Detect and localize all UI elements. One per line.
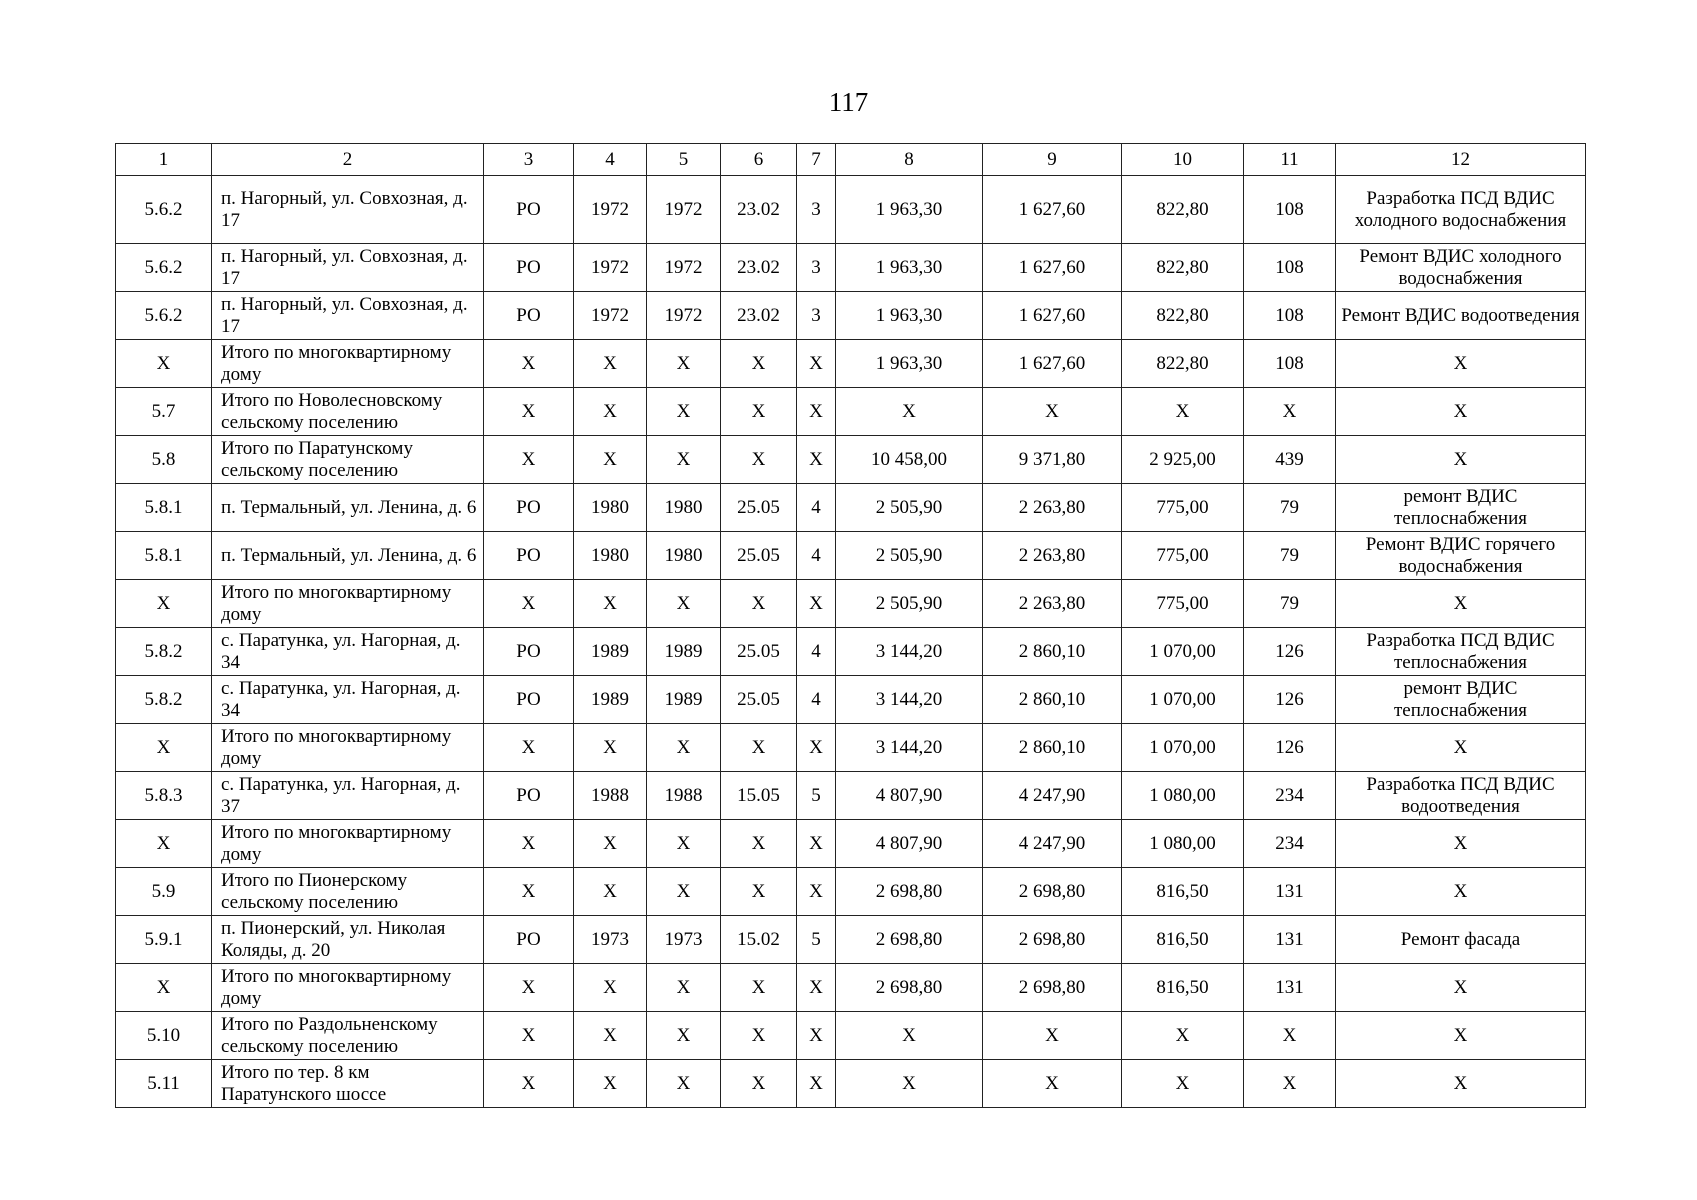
address-cell: п. Термальный, ул. Ленина, д. 6 xyxy=(212,532,484,580)
work-type-cell: Разработка ПСД ВДИС теплоснабжения xyxy=(1336,628,1586,676)
year-built-cell: 1973 xyxy=(574,916,647,964)
year-commissioned-cell: 1980 xyxy=(647,484,721,532)
year-built-cell: 1980 xyxy=(574,532,647,580)
non-living-area-cell: 1 070,00 xyxy=(1122,724,1244,772)
work-type-cell: Ремонт ВДИС водоотведения xyxy=(1336,292,1586,340)
wall-material-cell: 25.05 xyxy=(721,532,797,580)
residents-cell: 126 xyxy=(1244,628,1336,676)
work-type-cell: Х xyxy=(1336,388,1586,436)
owner-type-cell: РО xyxy=(484,628,574,676)
year-built-cell: 1989 xyxy=(574,628,647,676)
column-number-cell: 5 xyxy=(647,144,721,176)
address-cell: Итого по многоквартирному дому xyxy=(212,340,484,388)
table-row xyxy=(116,676,1586,724)
non-living-area-cell: Х xyxy=(1122,388,1244,436)
address-cell: с. Паратунка, ул. Нагорная, д. 34 xyxy=(212,628,484,676)
work-type-cell: Х xyxy=(1336,580,1586,628)
address-cell: п. Нагорный, ул. Совхозная, д. 17 xyxy=(212,176,484,244)
item-number-cell: 5.10 xyxy=(116,1012,212,1060)
total-area-cell: 2 698,80 xyxy=(836,916,983,964)
non-living-area-cell: 822,80 xyxy=(1122,292,1244,340)
year-built-cell: Х xyxy=(574,724,647,772)
living-area-cell: 2 263,80 xyxy=(983,580,1122,628)
work-type-cell: Х xyxy=(1336,724,1586,772)
residents-cell: 439 xyxy=(1244,436,1336,484)
year-commissioned-cell: Х xyxy=(647,340,721,388)
table-row xyxy=(116,1012,1586,1060)
non-living-area-cell: 775,00 xyxy=(1122,580,1244,628)
total-area-cell: 2 698,80 xyxy=(836,868,983,916)
column-number-cell: 2 xyxy=(212,144,484,176)
column-number-cell: 4 xyxy=(574,144,647,176)
floors-cell: Х xyxy=(797,436,836,484)
year-built-cell: 1972 xyxy=(574,292,647,340)
total-area-cell: 3 144,20 xyxy=(836,628,983,676)
year-built-cell: Х xyxy=(574,580,647,628)
living-area-cell: 2 698,80 xyxy=(983,868,1122,916)
wall-material-cell: 23.02 xyxy=(721,292,797,340)
total-area-cell: 10 458,00 xyxy=(836,436,983,484)
year-built-cell: Х xyxy=(574,820,647,868)
non-living-area-cell: 1 070,00 xyxy=(1122,676,1244,724)
year-built-cell: Х xyxy=(574,964,647,1012)
item-number-cell: 5.6.2 xyxy=(116,244,212,292)
address-cell: Итого по многоквартирному дому xyxy=(212,724,484,772)
year-commissioned-cell: Х xyxy=(647,724,721,772)
year-commissioned-cell: 1988 xyxy=(647,772,721,820)
table-row xyxy=(116,292,1586,340)
column-number-cell: 9 xyxy=(983,144,1122,176)
address-cell: Итого по тер. 8 км Паратунского шоссе xyxy=(212,1060,484,1108)
non-living-area-cell: Х xyxy=(1122,1012,1244,1060)
year-commissioned-cell: 1972 xyxy=(647,176,721,244)
work-type-cell: Ремонт ВДИС холодного водоснабжения xyxy=(1336,244,1586,292)
floors-cell: 4 xyxy=(797,676,836,724)
floors-cell: Х xyxy=(797,340,836,388)
year-built-cell: 1980 xyxy=(574,484,647,532)
table-row xyxy=(116,628,1586,676)
year-commissioned-cell: 1989 xyxy=(647,628,721,676)
address-cell: Итого по Новолесновскому сельскому поселению xyxy=(212,388,484,436)
living-area-cell: 1 627,60 xyxy=(983,176,1122,244)
work-type-cell: Х xyxy=(1336,340,1586,388)
non-living-area-cell: 1 080,00 xyxy=(1122,772,1244,820)
year-built-cell: Х xyxy=(574,340,647,388)
item-number-cell: 5.7 xyxy=(116,388,212,436)
owner-type-cell: Х xyxy=(484,388,574,436)
table-row xyxy=(116,532,1586,580)
residents-cell: 108 xyxy=(1244,340,1336,388)
non-living-area-cell: 822,80 xyxy=(1122,176,1244,244)
living-area-cell: 2 860,10 xyxy=(983,724,1122,772)
residents-cell: 79 xyxy=(1244,532,1336,580)
column-number-cell: 12 xyxy=(1336,144,1586,176)
total-area-cell: Х xyxy=(836,1012,983,1060)
table-row xyxy=(116,436,1586,484)
total-area-cell: 1 963,30 xyxy=(836,292,983,340)
address-cell: с. Паратунка, ул. Нагорная, д. 37 xyxy=(212,772,484,820)
item-number-cell: 5.8.1 xyxy=(116,532,212,580)
total-area-cell: 4 807,90 xyxy=(836,772,983,820)
address-cell: Итого по многоквартирному дому xyxy=(212,820,484,868)
living-area-cell: 4 247,90 xyxy=(983,772,1122,820)
year-commissioned-cell: Х xyxy=(647,1012,721,1060)
residents-cell: 79 xyxy=(1244,580,1336,628)
table-row xyxy=(116,964,1586,1012)
living-area-cell: 1 627,60 xyxy=(983,292,1122,340)
year-built-cell: Х xyxy=(574,436,647,484)
wall-material-cell: Х xyxy=(721,820,797,868)
table-row xyxy=(116,724,1586,772)
year-built-cell: Х xyxy=(574,388,647,436)
floors-cell: Х xyxy=(797,868,836,916)
wall-material-cell: Х xyxy=(721,436,797,484)
wall-material-cell: 23.02 xyxy=(721,244,797,292)
year-commissioned-cell: Х xyxy=(647,820,721,868)
year-commissioned-cell: 1972 xyxy=(647,244,721,292)
year-commissioned-cell: Х xyxy=(647,388,721,436)
residents-cell: 234 xyxy=(1244,820,1336,868)
item-number-cell: 5.8 xyxy=(116,436,212,484)
floors-cell: Х xyxy=(797,724,836,772)
item-number-cell: 5.8.3 xyxy=(116,772,212,820)
item-number-cell: 5.6.2 xyxy=(116,176,212,244)
address-cell: п. Нагорный, ул. Совхозная, д. 17 xyxy=(212,244,484,292)
owner-type-cell: РО xyxy=(484,484,574,532)
non-living-area-cell: 2 925,00 xyxy=(1122,436,1244,484)
total-area-cell: 1 963,30 xyxy=(836,340,983,388)
item-number-cell: 5.9.1 xyxy=(116,916,212,964)
residents-cell: 131 xyxy=(1244,964,1336,1012)
owner-type-cell: РО xyxy=(484,532,574,580)
total-area-cell: 3 144,20 xyxy=(836,676,983,724)
column-number-cell: 3 xyxy=(484,144,574,176)
wall-material-cell: Х xyxy=(721,724,797,772)
item-number-cell: Х xyxy=(116,820,212,868)
year-built-cell: Х xyxy=(574,1060,647,1108)
column-number-cell: 7 xyxy=(797,144,836,176)
owner-type-cell: РО xyxy=(484,676,574,724)
living-area-cell: 2 698,80 xyxy=(983,964,1122,1012)
owner-type-cell: РО xyxy=(484,244,574,292)
year-commissioned-cell: Х xyxy=(647,1060,721,1108)
year-commissioned-cell: 1973 xyxy=(647,916,721,964)
floors-cell: Х xyxy=(797,820,836,868)
wall-material-cell: 25.05 xyxy=(721,628,797,676)
non-living-area-cell: 1 080,00 xyxy=(1122,820,1244,868)
total-area-cell: Х xyxy=(836,388,983,436)
column-number-cell: 1 xyxy=(116,144,212,176)
living-area-cell: 4 247,90 xyxy=(983,820,1122,868)
wall-material-cell: 25.05 xyxy=(721,484,797,532)
non-living-area-cell: Х xyxy=(1122,1060,1244,1108)
work-type-cell: Ремонт фасада xyxy=(1336,916,1586,964)
living-area-cell: Х xyxy=(983,388,1122,436)
table-row xyxy=(116,176,1586,244)
residents-cell: Х xyxy=(1244,1012,1336,1060)
item-number-cell: Х xyxy=(116,340,212,388)
item-number-cell: 5.8.1 xyxy=(116,484,212,532)
work-type-cell: Х xyxy=(1336,436,1586,484)
owner-type-cell: Х xyxy=(484,1060,574,1108)
residents-cell: Х xyxy=(1244,1060,1336,1108)
item-number-cell: Х xyxy=(116,724,212,772)
owner-type-cell: Х xyxy=(484,340,574,388)
data-table xyxy=(115,143,1586,1108)
non-living-area-cell: 822,80 xyxy=(1122,244,1244,292)
total-area-cell: Х xyxy=(836,1060,983,1108)
owner-type-cell: Х xyxy=(484,724,574,772)
wall-material-cell: Х xyxy=(721,964,797,1012)
non-living-area-cell: 816,50 xyxy=(1122,868,1244,916)
living-area-cell: 2 263,80 xyxy=(983,532,1122,580)
table-row xyxy=(116,388,1586,436)
work-type-cell: Х xyxy=(1336,820,1586,868)
total-area-cell: 1 963,30 xyxy=(836,176,983,244)
owner-type-cell: Х xyxy=(484,964,574,1012)
address-cell: Итого по Пионерскому сельскому поселению xyxy=(212,868,484,916)
floors-cell: Х xyxy=(797,1012,836,1060)
non-living-area-cell: 822,80 xyxy=(1122,340,1244,388)
owner-type-cell: РО xyxy=(484,292,574,340)
non-living-area-cell: 1 070,00 xyxy=(1122,628,1244,676)
total-area-cell: 2 505,90 xyxy=(836,532,983,580)
year-built-cell: 1972 xyxy=(574,244,647,292)
year-commissioned-cell: Х xyxy=(647,868,721,916)
residents-cell: 126 xyxy=(1244,676,1336,724)
wall-material-cell: Х xyxy=(721,340,797,388)
floors-cell: Х xyxy=(797,964,836,1012)
living-area-cell: 1 627,60 xyxy=(983,340,1122,388)
total-area-cell: 3 144,20 xyxy=(836,724,983,772)
year-built-cell: 1989 xyxy=(574,676,647,724)
address-cell: Итого по Раздольненскому сельскому поселению xyxy=(212,1012,484,1060)
address-cell: с. Паратунка, ул. Нагорная, д. 34 xyxy=(212,676,484,724)
column-number-cell: 10 xyxy=(1122,144,1244,176)
table-row xyxy=(116,340,1586,388)
address-cell: п. Пионерский, ул. Николая Коляды, д. 20 xyxy=(212,916,484,964)
year-commissioned-cell: 1989 xyxy=(647,676,721,724)
item-number-cell: 5.8.2 xyxy=(116,676,212,724)
residents-cell: 131 xyxy=(1244,868,1336,916)
work-type-cell: Ремонт ВДИС горячего водоснабжения xyxy=(1336,532,1586,580)
non-living-area-cell: 775,00 xyxy=(1122,484,1244,532)
table-row xyxy=(116,244,1586,292)
item-number-cell: 5.9 xyxy=(116,868,212,916)
floors-cell: Х xyxy=(797,388,836,436)
column-number-cell: 6 xyxy=(721,144,797,176)
year-commissioned-cell: Х xyxy=(647,964,721,1012)
table-row xyxy=(116,580,1586,628)
column-number-row xyxy=(116,144,1586,176)
total-area-cell: 2 505,90 xyxy=(836,580,983,628)
floors-cell: 3 xyxy=(797,176,836,244)
address-cell: Итого по многоквартирному дому xyxy=(212,964,484,1012)
wall-material-cell: 15.02 xyxy=(721,916,797,964)
owner-type-cell: РО xyxy=(484,176,574,244)
wall-material-cell: Х xyxy=(721,388,797,436)
floors-cell: 4 xyxy=(797,484,836,532)
living-area-cell: Х xyxy=(983,1012,1122,1060)
residents-cell: 131 xyxy=(1244,916,1336,964)
living-area-cell: 2 263,80 xyxy=(983,484,1122,532)
year-built-cell: Х xyxy=(574,1012,647,1060)
item-number-cell: 5.6.2 xyxy=(116,292,212,340)
item-number-cell: Х xyxy=(116,964,212,1012)
wall-material-cell: Х xyxy=(721,580,797,628)
non-living-area-cell: 775,00 xyxy=(1122,532,1244,580)
owner-type-cell: Х xyxy=(484,868,574,916)
owner-type-cell: Х xyxy=(484,820,574,868)
non-living-area-cell: 816,50 xyxy=(1122,916,1244,964)
table-row xyxy=(116,1060,1586,1108)
total-area-cell: 4 807,90 xyxy=(836,820,983,868)
year-commissioned-cell: Х xyxy=(647,436,721,484)
residents-cell: 79 xyxy=(1244,484,1336,532)
year-built-cell: Х xyxy=(574,868,647,916)
address-cell: п. Термальный, ул. Ленина, д. 6 xyxy=(212,484,484,532)
year-built-cell: 1988 xyxy=(574,772,647,820)
residents-cell: 126 xyxy=(1244,724,1336,772)
living-area-cell: 2 860,10 xyxy=(983,676,1122,724)
item-number-cell: 5.11 xyxy=(116,1060,212,1108)
page-number: 117 xyxy=(828,87,869,117)
item-number-cell: 5.8.2 xyxy=(116,628,212,676)
floors-cell: 5 xyxy=(797,772,836,820)
wall-material-cell: 25.05 xyxy=(721,676,797,724)
floors-cell: 5 xyxy=(797,916,836,964)
owner-type-cell: Х xyxy=(484,1012,574,1060)
work-type-cell: Х xyxy=(1336,964,1586,1012)
residents-cell: 108 xyxy=(1244,244,1336,292)
work-type-cell: Х xyxy=(1336,868,1586,916)
work-type-cell: ремонт ВДИС теплоснабжения xyxy=(1336,484,1586,532)
owner-type-cell: РО xyxy=(484,772,574,820)
work-type-cell: ремонт ВДИС теплоснабжения xyxy=(1336,676,1586,724)
non-living-area-cell: 816,50 xyxy=(1122,964,1244,1012)
total-area-cell: 1 963,30 xyxy=(836,244,983,292)
floors-cell: Х xyxy=(797,1060,836,1108)
work-type-cell: Х xyxy=(1336,1012,1586,1060)
floors-cell: 4 xyxy=(797,628,836,676)
floors-cell: Х xyxy=(797,580,836,628)
year-commissioned-cell: Х xyxy=(647,580,721,628)
living-area-cell: 9 371,80 xyxy=(983,436,1122,484)
wall-material-cell: 15.05 xyxy=(721,772,797,820)
table-row xyxy=(116,916,1586,964)
wall-material-cell: Х xyxy=(721,868,797,916)
total-area-cell: 2 505,90 xyxy=(836,484,983,532)
work-type-cell: Разработка ПСД ВДИС водоотведения xyxy=(1336,772,1586,820)
column-number-cell: 11 xyxy=(1244,144,1336,176)
wall-material-cell: Х xyxy=(721,1012,797,1060)
total-area-cell: 2 698,80 xyxy=(836,964,983,1012)
floors-cell: 3 xyxy=(797,244,836,292)
residents-cell: Х xyxy=(1244,388,1336,436)
table-body xyxy=(116,144,1586,1108)
owner-type-cell: Х xyxy=(484,580,574,628)
residents-cell: 234 xyxy=(1244,772,1336,820)
owner-type-cell: РО xyxy=(484,916,574,964)
address-cell: п. Нагорный, ул. Совхозная, д. 17 xyxy=(212,292,484,340)
floors-cell: 3 xyxy=(797,292,836,340)
address-cell: Итого по Паратунскому сельскому поселению xyxy=(212,436,484,484)
living-area-cell: Х xyxy=(983,1060,1122,1108)
table-row xyxy=(116,820,1586,868)
owner-type-cell: Х xyxy=(484,436,574,484)
residents-cell: 108 xyxy=(1244,176,1336,244)
floors-cell: 4 xyxy=(797,532,836,580)
year-commissioned-cell: 1972 xyxy=(647,292,721,340)
wall-material-cell: 23.02 xyxy=(721,176,797,244)
living-area-cell: 2 698,80 xyxy=(983,916,1122,964)
work-type-cell: Х xyxy=(1336,1060,1586,1108)
item-number-cell: Х xyxy=(116,580,212,628)
year-commissioned-cell: 1980 xyxy=(647,532,721,580)
living-area-cell: 2 860,10 xyxy=(983,628,1122,676)
wall-material-cell: Х xyxy=(721,1060,797,1108)
table-row xyxy=(116,484,1586,532)
column-number-cell: 8 xyxy=(836,144,983,176)
table-row xyxy=(116,868,1586,916)
table-row xyxy=(116,772,1586,820)
residents-cell: 108 xyxy=(1244,292,1336,340)
living-area-cell: 1 627,60 xyxy=(983,244,1122,292)
address-cell: Итого по многоквартирному дому xyxy=(212,580,484,628)
year-built-cell: 1972 xyxy=(574,176,647,244)
work-type-cell: Разработка ПСД ВДИС холодного водоснабжения xyxy=(1336,176,1586,244)
